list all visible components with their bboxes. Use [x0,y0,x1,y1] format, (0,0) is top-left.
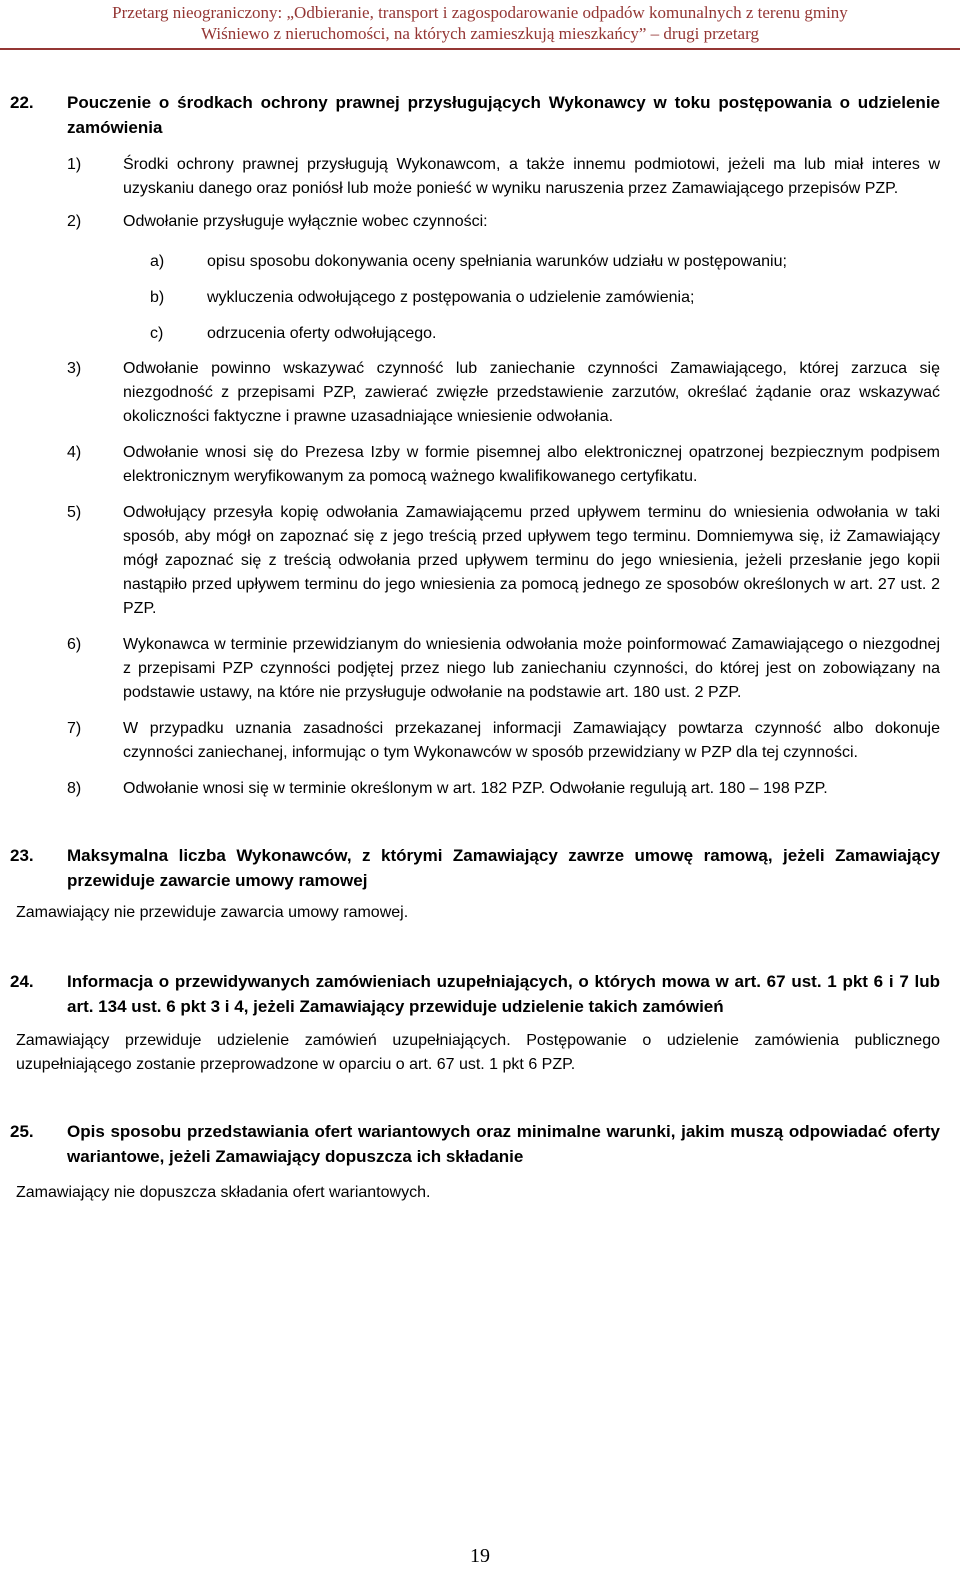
item-number: 3) [67,360,82,377]
section-heading [0,969,960,1019]
header-line-1: Przetarg nieograniczony: „Odbieranie, transport i zagospodarowanie odpadów komunalnych z terenu gminy [112,3,848,22]
item-text: W przypadku uznania zasadności przekazanej informacji Zamawiający powtarza czynność albo dokonuje czynności zaniechanej, informując o tym Wykonawców w sposób przewidziany w PZP dla tej czynności. [123,720,940,761]
section-title: Maksymalna liczba Wykonawców, z którymi Zamawiający zawrze umowę ramową, jeżeli Zamawiający przewiduje zawarcie umowy ramowej [67,846,940,890]
sub-item-text: odrzucenia oferty odwołującego. [207,325,437,342]
section-23 [0,843,960,925]
running-header [0,0,960,50]
item-number: 4) [67,444,82,461]
section-body: Zamawiający przewiduje udzielenie zamówień uzupełniających. Postępowanie o udzielenie zamówienia publicznego uzupełniającego zostanie przeprowadzone w oparciu o art. 67 ust. 1 pkt 6 PZP. [16,1032,940,1073]
section-25 [0,1119,960,1205]
sub-item [0,250,960,274]
sub-item [0,286,960,310]
item-text: Wykonawca w terminie przewidzianym do wniesienia odwołania może poinformować Zamawiającego o niezgodnej z przepisami PZP czynności podjętej przez niego lub zaniechaniu czynności, do której jest on zobowiązany na podstawie ustawy, na które nie przysługuje odwołanie na podstawie art. 180 ust. 2 PZP. [123,636,940,701]
item-text: Odwołanie wnosi się do Prezesa Izby w formie pisemnej albo elektronicznej opatrzonej bezpiecznym podpisem elektronicznym weryfikowanym za pomocą ważnego kwalifikowanego certyfikatu. [123,444,940,485]
sub-item-letter: c) [150,325,164,342]
header-line-2: Wiśniewo z nieruchomości, na których zamieszkują mieszkańcy” – drugi przetarg [201,24,759,43]
list-item [0,777,960,801]
document-body [0,90,960,1205]
list-item [0,633,960,705]
section-heading [0,843,960,893]
header-divider [0,48,960,50]
item-number: 8) [67,780,82,797]
list-item [0,717,960,765]
section-heading [0,1119,960,1169]
item-text: Odwołanie wnosi się w terminie określonym w art. 182 PZP. Odwołanie regulują art. 180 – 198 PZP. [123,780,828,797]
section-heading [0,90,960,140]
section-22 [0,90,960,801]
list-item [0,210,960,234]
list-item [0,357,960,429]
section-number: 25. [10,1122,34,1141]
sub-item-letter: b) [150,289,165,306]
item-number: 5) [67,504,82,521]
list-item [0,501,960,621]
item-number: 6) [67,636,82,653]
section-number: 23. [10,846,34,865]
section-title: Informacja o przewidywanych zamówieniach uzupełniających, o których mowa w art. 67 ust. 1 pkt 6 i 7 lub art. 134 ust. 6 pkt 3 i 4, jeżeli Zamawiający przewiduje udzielenie takich zamówień [67,972,940,1016]
section-title: Pouczenie o środkach ochrony prawnej przysługujących Wykonawcy w toku postępowania o udzielenie zamówienia [67,93,940,137]
item-number: 7) [67,720,82,737]
sub-item [0,322,960,346]
list-item [0,441,960,489]
item-number: 1) [67,156,82,173]
sub-item-text: opisu sposobu dokonywania oceny spełniania warunków udziału w postępowaniu; [207,253,787,270]
item-number: 2) [67,213,82,230]
item-text: Odwołujący przesyła kopię odwołania Zamawiającemu przed upływem terminu do wniesienia odwołania w taki sposób, aby mógł on zapoznać się z jego treścią przed upływem tego terminu. Domniemywa się, iż Zamawiający mógł zapoznać się z treścią odwołania przed upływem terminu do jego wniesienia, jeżeli przesłanie jego kopii nastąpiło przed upływem terminu do jego wniesienia za pomocą jednego ze sposobów określonych w art. 27 ust. 2 PZP. [123,504,940,617]
section-title: Opis sposobu przedstawiania ofert wariantowych oraz minimalne warunki, jakim muszą odpowiadać oferty wariantowe, jeżeli Zamawiający dopuszcza ich składanie [67,1122,940,1166]
page-number: 19 [470,1545,490,1567]
section-number: 24. [10,972,34,991]
sub-item-text: wykluczenia odwołującego z postępowania o udzielenie zamówienia; [207,289,695,306]
section-number: 22. [10,93,34,112]
section-body: Zamawiający nie przewiduje zawarcia umowy ramowej. [16,904,409,921]
section-24 [0,969,960,1077]
section-body: Zamawiający nie dopuszcza składania ofert wariantowych. [16,1184,431,1201]
item-text: Środki ochrony prawnej przysługują Wykonawcom, a także innemu podmiotowi, jeżeli ma lub miał interes w uzyskaniu danego oraz poniósł lub może ponieść w wyniku naruszenia przez Zamawiającego przepisów PZP. [123,156,940,197]
item-text: Odwołanie powinno wskazywać czynność lub zaniechanie czynności Zamawiającego, której zarzuca się niezgodność z przepisami PZP, zawierać zwięzłe przedstawienie zarzutów, określać żądanie oraz wskazywać okoliczności faktyczne i prawne uzasadniające wniesienie odwołania. [123,360,940,425]
sub-item-letter: a) [150,253,165,270]
item-text: Odwołanie przysługuje wyłącznie wobec czynności: [123,213,488,230]
list-item [0,153,960,201]
